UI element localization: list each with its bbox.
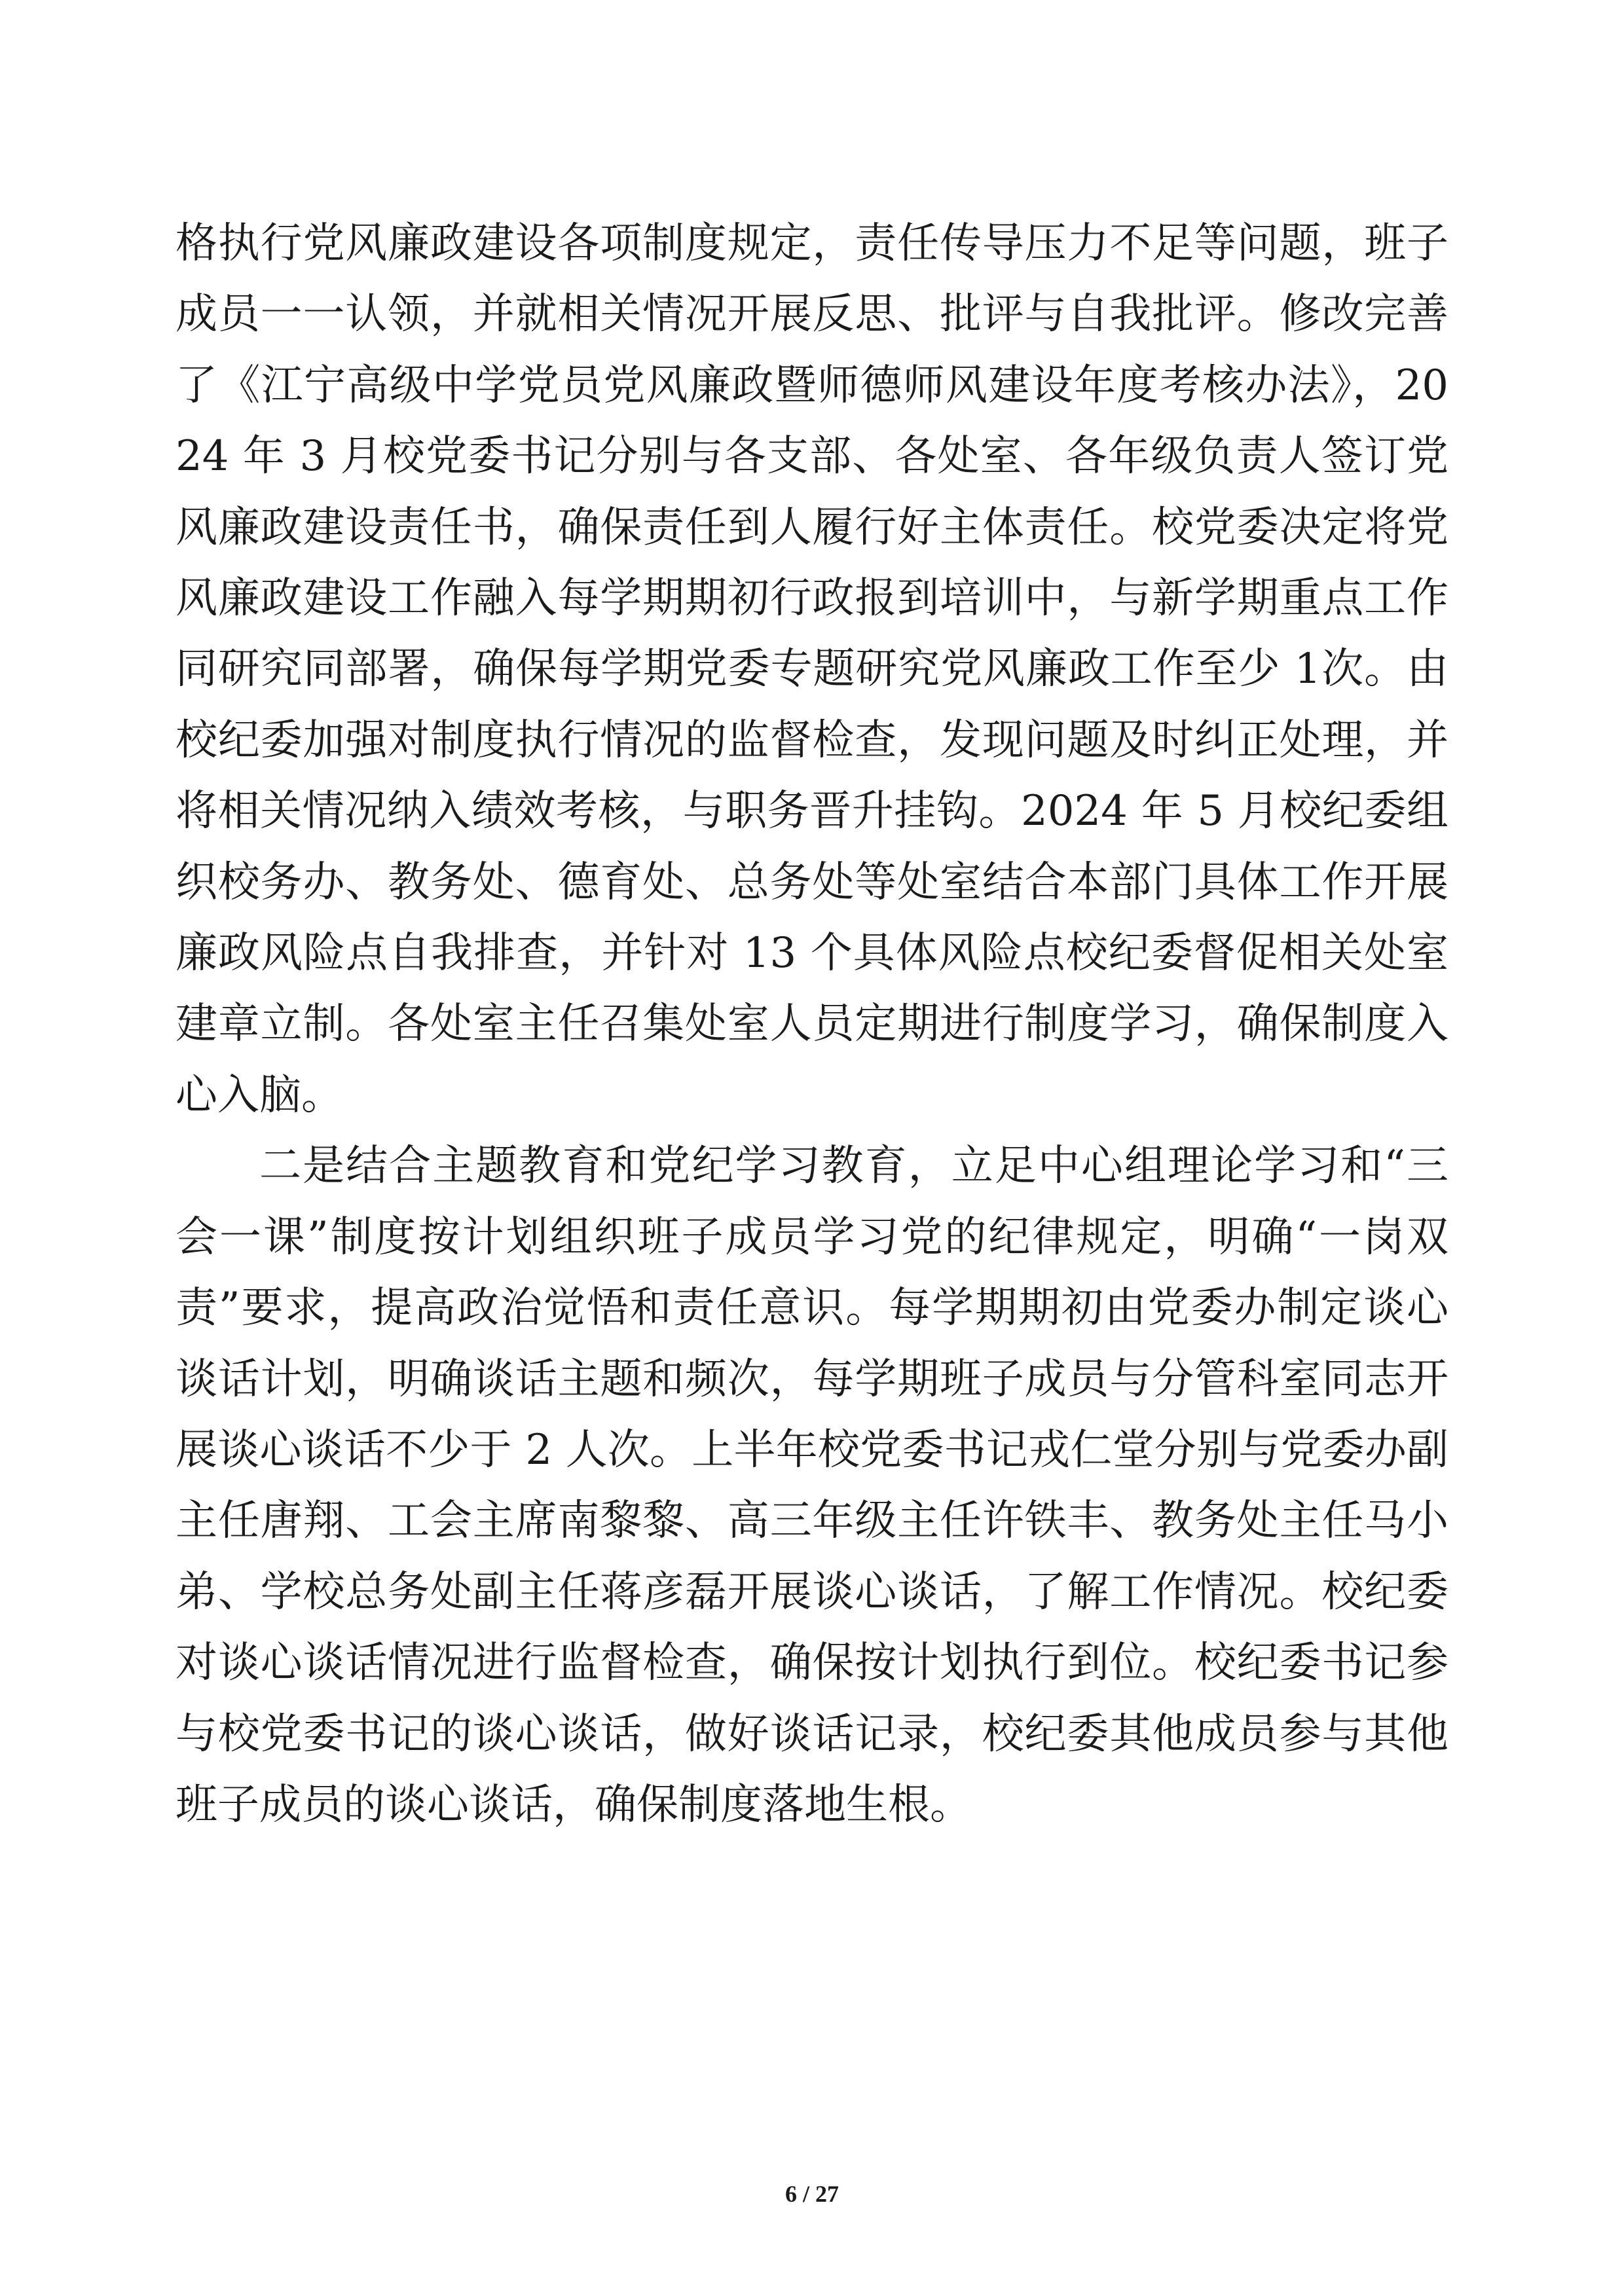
- page-number: 6 / 27: [784, 2181, 839, 2207]
- paragraph-2: 二是结合主题教育和党纪学习教育，立足中心组理论学习和“三会一课”制度按计划组织班子成员学习党的纪律规定，明确“一岗双责”要求，提高政治觉悟和责任意识。每学期期初由党委办制定谈心谈话计划，明确谈话主题和频次，每学期班子成员与分管科室同志开展谈心谈话不少于 2 人次。上半年校党委书记戎仁堂分别与党委办副主任唐翔、工会主席南黎黎、高三年级主任许铁丰、教务处主任马小弟、学校总务处副主任蒋彦磊开展谈心谈话，了解工作情况。校纪委对谈心谈话情况进行监督检查，确保按计划执行到位。校纪委书记参与校党委书记的谈心谈话，做好谈话记录，校纪委其他成员参与其他班子成员的谈心谈话，确保制度落地生根。: [175, 1142, 1449, 1829]
- paragraph-1: 格执行党风廉政建设各项制度规定，责任传导压力不足等问题，班子成员一一认领，并就相关情况开展反思、批评与自我批评。修改完善了《江宁高级中学党员党风廉政暨师德师风建设年度考核办法》，2024 年 3 月校党委书记分别与各支部、各处室、各年级负责人签订党风廉政建设责任书，确保责任到人履行好主体责任。校党委决定将党风廉政建设工作融入每学期期初行政报到培训中，与新学期重点工作同研究同部署，确保每学期党委专题研究党风廉政工作至少 1次。由校纪委加强对制度执行情况的监督检查，发现问题及时纠正处理，并将相关情况纳入绩效考核，与职务晋升挂钩。2024 年 5 月校纪委组织校务办、教务处、德育处、总务处等处室结合本部门具体工作开展廉政风险点自我排查，并针对 13 个具体风险点校纪委督促相关处室建章立制。各处室主任召集处室人员定期进行制度学习，确保制度入心入脑。: [175, 219, 1449, 1120]
- body-text: [175, 208, 1449, 1840]
